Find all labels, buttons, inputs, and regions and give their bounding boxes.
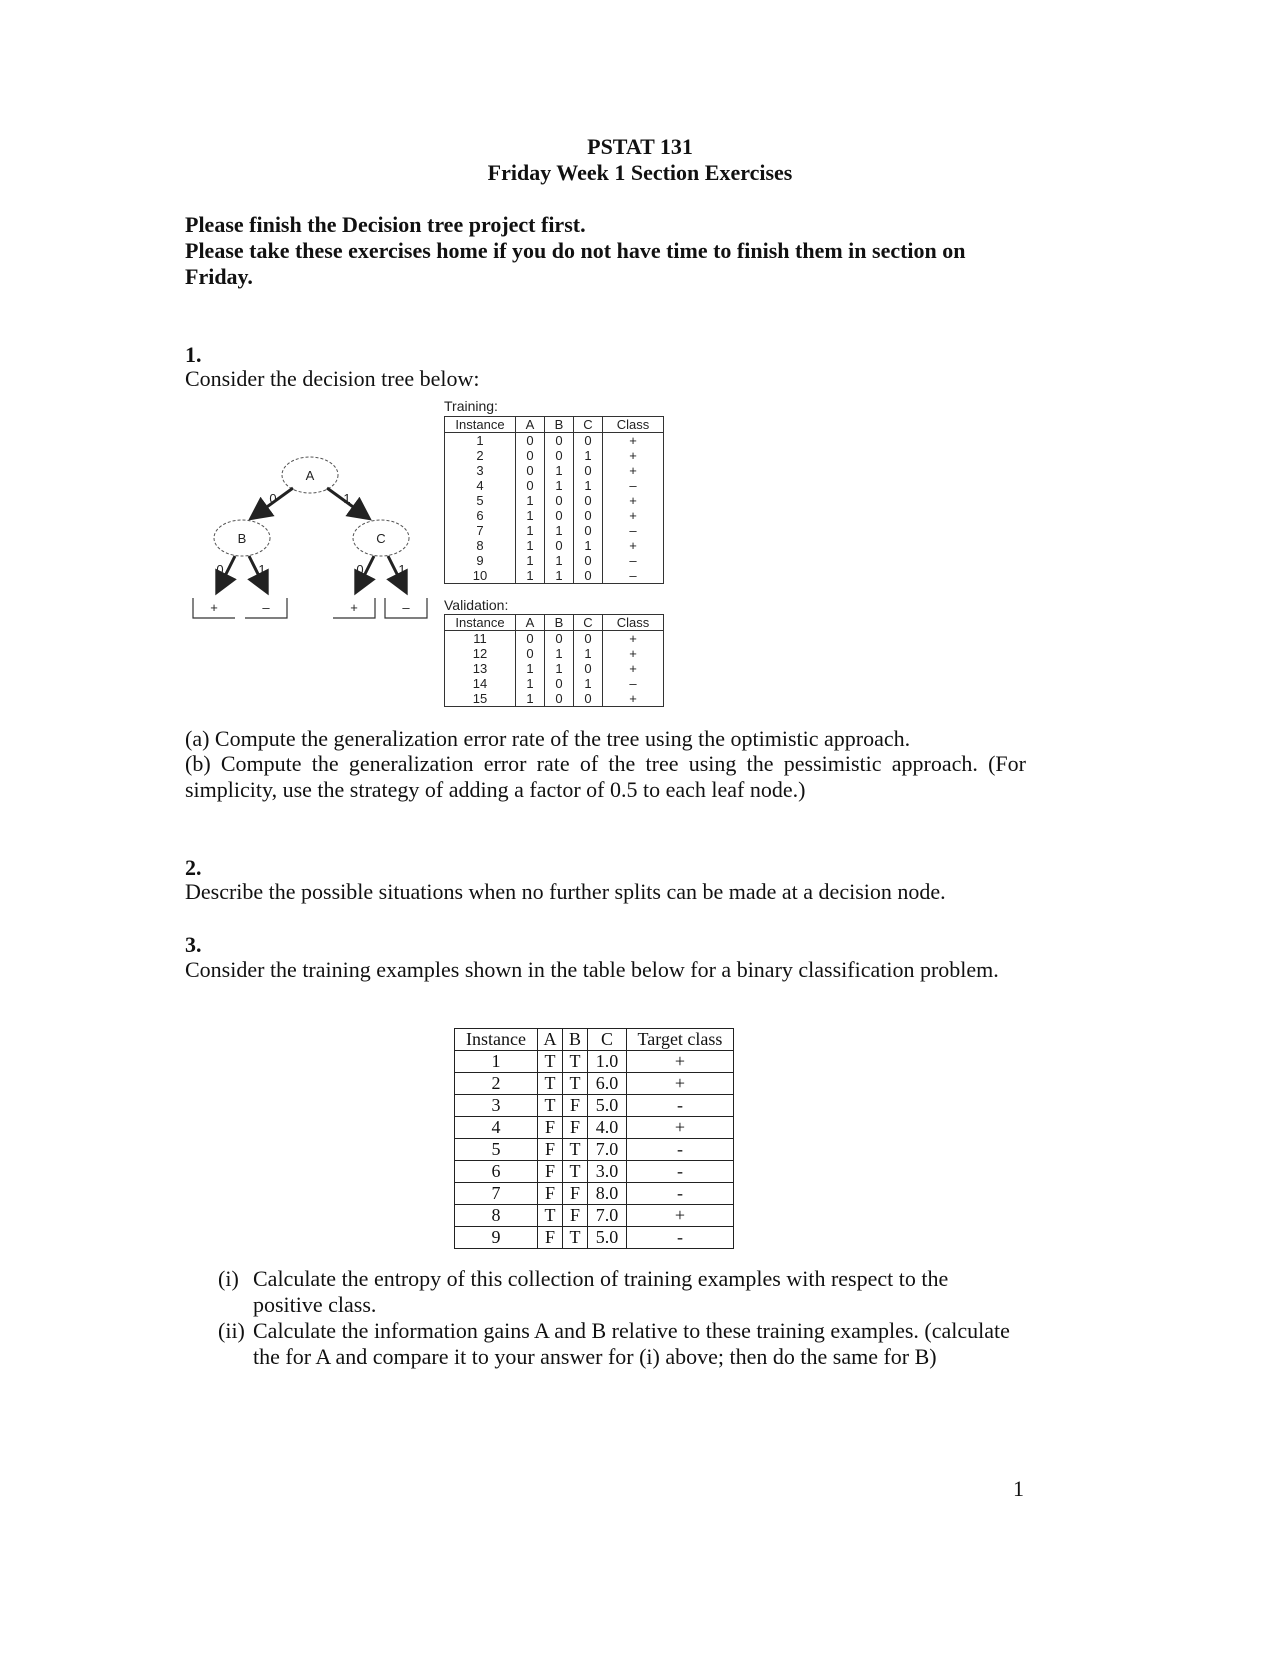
examples-row (455, 1183, 734, 1205)
page-number: 1 (1013, 1476, 1024, 1501)
examples-row-cell: T (538, 1051, 563, 1073)
training-row-cell: 0 (574, 463, 603, 478)
training-row-cell: – (629, 553, 637, 568)
examples-row-cell: - (627, 1183, 734, 1205)
training-row-cell: 1 (516, 523, 545, 538)
training-row-cell: 0 (574, 493, 603, 508)
training-row (445, 478, 664, 493)
training-row-cell: 1 (516, 568, 545, 584)
instruction-line-1: Please finish the Decision tree project first. (185, 212, 586, 237)
examples-row-cell: 7 (455, 1183, 538, 1205)
question-1-part-a: (a) Compute the generalization error rate of the tree using the optimistic approach. (185, 726, 911, 751)
training-row-cell: 1 (545, 553, 574, 568)
validation-row-cell: + (629, 631, 637, 646)
validation-col-c: C (574, 615, 603, 631)
examples-row-cell: - (627, 1227, 734, 1249)
validation-row-cell: + (629, 691, 637, 706)
training-examples-table (454, 1028, 734, 1249)
training-col-b: B (545, 417, 574, 433)
examples-row-cell: F (538, 1183, 563, 1205)
training-row-cell: 0 (516, 478, 545, 493)
validation-row-cell: 0 (574, 691, 603, 707)
item-i-marker: (i) (218, 1266, 239, 1291)
examples-row-cell: 6 (455, 1161, 538, 1183)
validation-row-cell: 0 (574, 661, 603, 676)
validation-row-cell: – (629, 676, 637, 691)
item-ii-line-1: Calculate the information gains A and B relative to these training examples. (calculate (253, 1318, 1010, 1343)
question-3-prompt: Consider the training examples shown in the table below for a binary classification problem. (185, 957, 999, 982)
validation-row-cell: 1 (574, 676, 603, 691)
training-row-cell: 0 (574, 568, 603, 584)
question-3-number: 3. (185, 932, 202, 957)
validation-row-cell: 0 (574, 631, 603, 647)
training-row-cell: 1 (516, 508, 545, 523)
edge-c-right-label: 1 (398, 562, 406, 577)
training-row-cell: 0 (545, 538, 574, 553)
training-col-a: A (516, 417, 545, 433)
validation-row-cell: 1 (516, 691, 545, 707)
question-1-part-b-line-1: (b) Compute the generalization error rate of the tree using the pessimistic approach. (For (185, 751, 1026, 776)
training-col-instance: Instance (445, 417, 516, 433)
leaf-3-label: + (350, 600, 358, 615)
examples-row-cell: T (538, 1073, 563, 1095)
training-header-row (445, 417, 664, 433)
training-row-cell: 5 (445, 493, 516, 508)
item-ii-line-2: the for A and compare it to your answer for (i) above; then do the same for B) (253, 1344, 937, 1369)
examples-row-cell: T (538, 1205, 563, 1227)
training-row-cell: 1 (516, 553, 545, 568)
training-row-cell: 0 (516, 463, 545, 478)
training-row-cell: 0 (574, 523, 603, 538)
training-row-cell: – (629, 478, 637, 493)
examples-col-c: C (588, 1029, 627, 1051)
validation-col-a: A (516, 615, 545, 631)
examples-row-cell: F (563, 1205, 588, 1227)
examples-row-cell: 1 (455, 1051, 538, 1073)
training-row-cell: 0 (574, 433, 603, 449)
training-row-cell: 8 (445, 538, 516, 553)
examples-row-cell: + (627, 1073, 734, 1095)
examples-row-cell: 7.0 (588, 1205, 627, 1227)
training-row-cell: 0 (574, 508, 603, 523)
training-row-cell: 4 (445, 478, 516, 493)
training-row-cell: 0 (516, 448, 545, 463)
examples-row-cell: 1.0 (588, 1051, 627, 1073)
training-row-cell: + (629, 493, 637, 508)
training-row-cell: 1 (545, 568, 574, 584)
training-row-cell: 1 (445, 433, 516, 449)
validation-col-b: B (545, 615, 574, 631)
examples-row (455, 1073, 734, 1095)
examples-row-cell: 8 (455, 1205, 538, 1227)
examples-row-cell: T (563, 1073, 588, 1095)
training-col-c: C (574, 417, 603, 433)
training-row-cell: 0 (516, 433, 545, 449)
examples-row-cell: T (563, 1161, 588, 1183)
training-row-cell: 1 (516, 493, 545, 508)
edge-a-right-label: 1 (343, 491, 351, 506)
edge-c-left-label: 0 (356, 562, 364, 577)
item-ii-marker: (ii) (218, 1318, 245, 1343)
question-1-prompt: Consider the decision tree below: (185, 366, 480, 391)
training-row-cell: 3 (445, 463, 516, 478)
item-i-line-1: Calculate the entropy of this collection of training examples with respect to the (253, 1266, 949, 1291)
instruction-line-2: Please take these exercises home if you do not have time to finish them in section on (185, 238, 966, 263)
validation-row-cell: 15 (445, 691, 516, 707)
training-table (444, 416, 664, 584)
validation-row-cell: 1 (516, 676, 545, 691)
training-row-cell: 6 (445, 508, 516, 523)
examples-row (455, 1051, 734, 1073)
validation-row-cell: + (629, 646, 637, 661)
training-row (445, 523, 664, 538)
validation-table (444, 614, 664, 707)
training-row-cell: – (629, 568, 637, 583)
training-row-cell: 0 (545, 448, 574, 463)
training-row-cell: 1 (574, 448, 603, 463)
validation-row-cell: 0 (516, 631, 545, 647)
examples-row-cell: 4 (455, 1117, 538, 1139)
training-row (445, 463, 664, 478)
examples-row-cell: F (563, 1183, 588, 1205)
examples-row-cell: 5.0 (588, 1095, 627, 1117)
examples-header-row (455, 1029, 734, 1051)
examples-row (455, 1205, 734, 1227)
training-row-cell: 1 (545, 478, 574, 493)
examples-row (455, 1139, 734, 1161)
examples-col-a: A (538, 1029, 563, 1051)
examples-row-cell: 7.0 (588, 1139, 627, 1161)
validation-row-cell: 1 (574, 646, 603, 661)
node-b-label: B (237, 531, 247, 546)
examples-row-cell: + (627, 1117, 734, 1139)
validation-row-cell: 1 (545, 661, 574, 676)
training-row-cell: 0 (545, 433, 574, 449)
validation-row-cell: 0 (545, 631, 574, 647)
examples-row-cell: + (627, 1051, 734, 1073)
question-1-number: 1. (185, 342, 202, 367)
examples-col-b: B (563, 1029, 588, 1051)
examples-row-cell: T (563, 1139, 588, 1161)
examples-row-cell: F (538, 1161, 563, 1183)
leaf-2-label: – (262, 600, 270, 615)
item-i-line-2: positive class. (253, 1292, 377, 1317)
examples-row-cell: F (538, 1117, 563, 1139)
training-row (445, 568, 664, 584)
training-row (445, 553, 664, 568)
examples-row-cell: - (627, 1095, 734, 1117)
examples-row-cell: F (538, 1139, 563, 1161)
validation-row-cell: 1 (545, 646, 574, 661)
node-a-label: A (305, 468, 315, 483)
node-c-label: C (376, 531, 386, 546)
examples-row-cell: + (627, 1205, 734, 1227)
examples-row-cell: 5 (455, 1139, 538, 1161)
examples-col-instance: Instance (455, 1029, 538, 1051)
validation-row-cell: 0 (545, 691, 574, 707)
training-row-cell: 0 (574, 553, 603, 568)
examples-row-cell: 5.0 (588, 1227, 627, 1249)
training-row-cell: 1 (574, 538, 603, 553)
edge-b-right-label: 1 (258, 562, 266, 577)
training-row (445, 538, 664, 553)
training-col-class: Class (603, 417, 664, 433)
validation-header-row (445, 615, 664, 631)
examples-row-cell: 4.0 (588, 1117, 627, 1139)
edge-a-left-label: 0 (269, 491, 277, 506)
training-row-cell: 0 (545, 508, 574, 523)
training-row-cell: 1 (545, 523, 574, 538)
examples-row-cell: T (538, 1095, 563, 1117)
validation-row-cell: 14 (445, 676, 516, 691)
validation-row-cell: + (629, 661, 637, 676)
question-1-part-b-line-2: simplicity, use the strategy of adding a factor of 0.5 to each leaf node.) (185, 777, 806, 802)
examples-row-cell: T (563, 1227, 588, 1249)
examples-row (455, 1095, 734, 1117)
examples-row-cell: - (627, 1161, 734, 1183)
examples-row-cell: 3.0 (588, 1161, 627, 1183)
examples-row (455, 1227, 734, 1249)
validation-row (445, 661, 664, 676)
course-title: PSTAT 131 (587, 134, 693, 159)
training-row-cell: 7 (445, 523, 516, 538)
edge-b-left-label: 0 (216, 562, 224, 577)
leaf-1-label: + (210, 600, 218, 615)
examples-row-cell: 2 (455, 1073, 538, 1095)
validation-row-cell: 11 (445, 631, 516, 647)
training-row-cell: + (629, 433, 637, 448)
training-row-cell: + (629, 448, 637, 463)
validation-row-cell: 1 (516, 661, 545, 676)
instruction-line-3: Friday. (185, 264, 253, 289)
validation-row (445, 676, 664, 691)
training-row-cell: 9 (445, 553, 516, 568)
training-row-cell: 1 (545, 463, 574, 478)
examples-row-cell: 9 (455, 1227, 538, 1249)
training-row (445, 508, 664, 523)
training-row-cell: 1 (516, 538, 545, 553)
examples-col-target-class: Target class (627, 1029, 734, 1051)
training-row-cell: 1 (574, 478, 603, 493)
training-row-cell: + (629, 508, 637, 523)
examples-row-cell: 3 (455, 1095, 538, 1117)
validation-col-class: Class (603, 615, 664, 631)
training-row-cell: + (629, 538, 637, 553)
leaf-4-label: – (402, 600, 410, 615)
examples-row-cell: F (563, 1117, 588, 1139)
examples-row-cell: T (563, 1051, 588, 1073)
validation-row (445, 631, 664, 647)
examples-row (455, 1117, 734, 1139)
training-label: Training: (444, 398, 498, 414)
decision-tree-diagram (185, 450, 445, 630)
validation-row (445, 691, 664, 707)
validation-row (445, 646, 664, 661)
examples-row-cell: - (627, 1139, 734, 1161)
training-row (445, 493, 664, 508)
examples-row-cell: F (538, 1227, 563, 1249)
validation-row-cell: 0 (545, 676, 574, 691)
question-2-prompt: Describe the possible situations when no further splits can be made at a decision node. (185, 879, 946, 904)
examples-row-cell: F (563, 1095, 588, 1117)
training-row-cell: + (629, 463, 637, 478)
examples-row-cell: 8.0 (588, 1183, 627, 1205)
training-row-cell: – (629, 523, 637, 538)
validation-row-cell: 13 (445, 661, 516, 676)
validation-label: Validation: (444, 597, 509, 613)
validation-col-instance: Instance (445, 615, 516, 631)
validation-row-cell: 12 (445, 646, 516, 661)
examples-row (455, 1161, 734, 1183)
training-row (445, 448, 664, 463)
training-row (445, 433, 664, 449)
validation-row-cell: 0 (516, 646, 545, 661)
question-2-number: 2. (185, 855, 202, 880)
training-row-cell: 10 (445, 568, 516, 584)
page-subtitle: Friday Week 1 Section Exercises (487, 160, 793, 185)
training-row-cell: 0 (545, 493, 574, 508)
examples-row-cell: 6.0 (588, 1073, 627, 1095)
training-row-cell: 2 (445, 448, 516, 463)
